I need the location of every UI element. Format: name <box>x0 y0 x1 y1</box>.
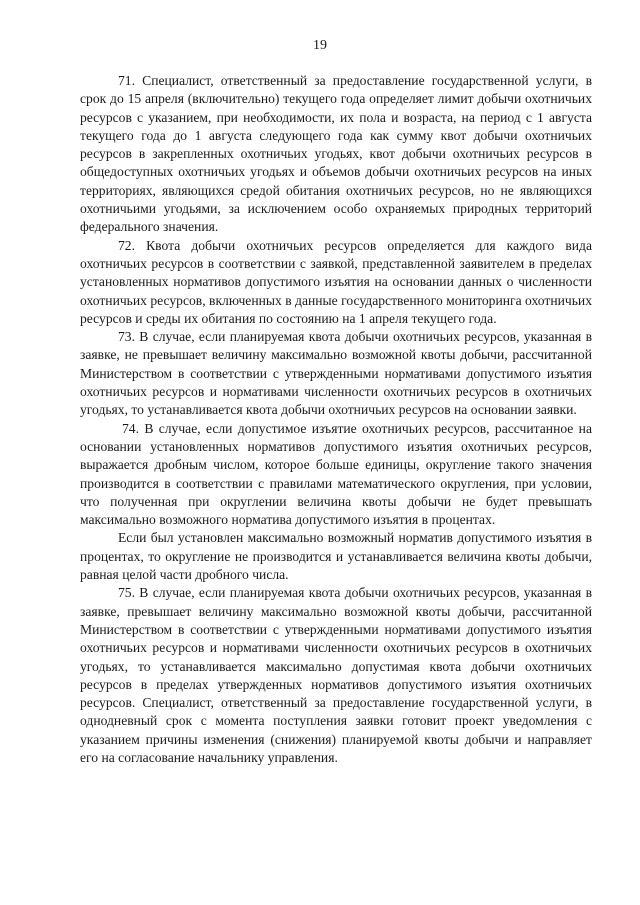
document-body <box>80 72 592 767</box>
paragraph-75: 75. В случае, если планируемая квота добычи охотничьих ресурсов, указанная в заявке, превышает величину максимально возможной квоты добычи, рассчитанной Министерством в соответствии с утвержденными нормативами допустимого изъятия охотничьих ресурсов и нормативами численности охотничьих ресурсов в охотничьих угодьях, то устанавливается максимально допустимая квота добычи охотничьих ресурсов в пределах утвержденных нормативов допустимого изъятия охотничьих ресурсов. Специалист, ответственный за предоставление государственной услуги, в однодневный срок с момента поступления заявки готовит проект уведомления с указанием причины изменения (снижения) планируемой квоты добычи и направляет его на согласование начальнику управления. <box>80 585 592 765</box>
paragraph-72: 72. Квота добычи охотничьих ресурсов определяется для каждого вида охотничьих ресурсов в соответствии с заявкой, представленной заявителем в пределах установленных нормативов допустимого изъятия на основании данных о численности охотничьих ресурсов, включенных в данные государственного мониторинга охотничьих ресурсов и среды их обитания по состоянию на 1 апреля текущего года. <box>80 237 592 326</box>
paragraph-74-continuation: Если был установлен максимально возможный норматив допустимого изъятия в процентах, то округление не производится и устанавливается величина квоты добычи, равная целой части дробного числа. <box>80 530 592 583</box>
paragraph-74: 74. В случае, если допустимое изъятие охотничьих ресурсов, рассчитанное на основании установленных нормативов допустимого изъятия охотничьих ресурсов, выражается дробным числом, которое больше единицы, округление такого значения производится в соответствии с правилами математического округления, при условии, что полученная при округлении величина квоты добычи не будет превышать максимально возможного норматива допустимого изъятия в процентах. <box>80 420 592 528</box>
paragraph-73: 73. В случае, если планируемая квота добычи охотничьих ресурсов, указанная в заявке, не превышает величину максимально возможной квоты добычи, рассчитанной Министерством в соответствии с утвержденными нормативами допустимого изъятия охотничьих ресурсов и нормативами численности охотничьих ресурсов в охотничьих угодьях, то устанавливается квота добычи охотничьих ресурсов на основании заявки. <box>80 329 592 418</box>
page-number: 19 <box>313 38 327 53</box>
paragraph-71: 71. Специалист, ответственный за предоставление государственной услуги, в срок до 15 апреля (включительно) текущего года определяет лимит добычи охотничьих ресурсов с указанием, при необходимости, их пола и возраста, на период с 1 августа текущего года до 1 августа следующего года как сумму квот добычи охотничьих ресурсов в закрепленных охотничьих угодьях, квот добычи охотничьих ресурсов в общедоступных охотничьих угодьях и объемов добычи охотничьих ресурсов на иных территориях, являющихся средой обитания охотничьих ресурсов, но не являющихся охотничьими угодьями, за исключением особо охраняемых природных территорий федерального значения. <box>80 73 592 235</box>
